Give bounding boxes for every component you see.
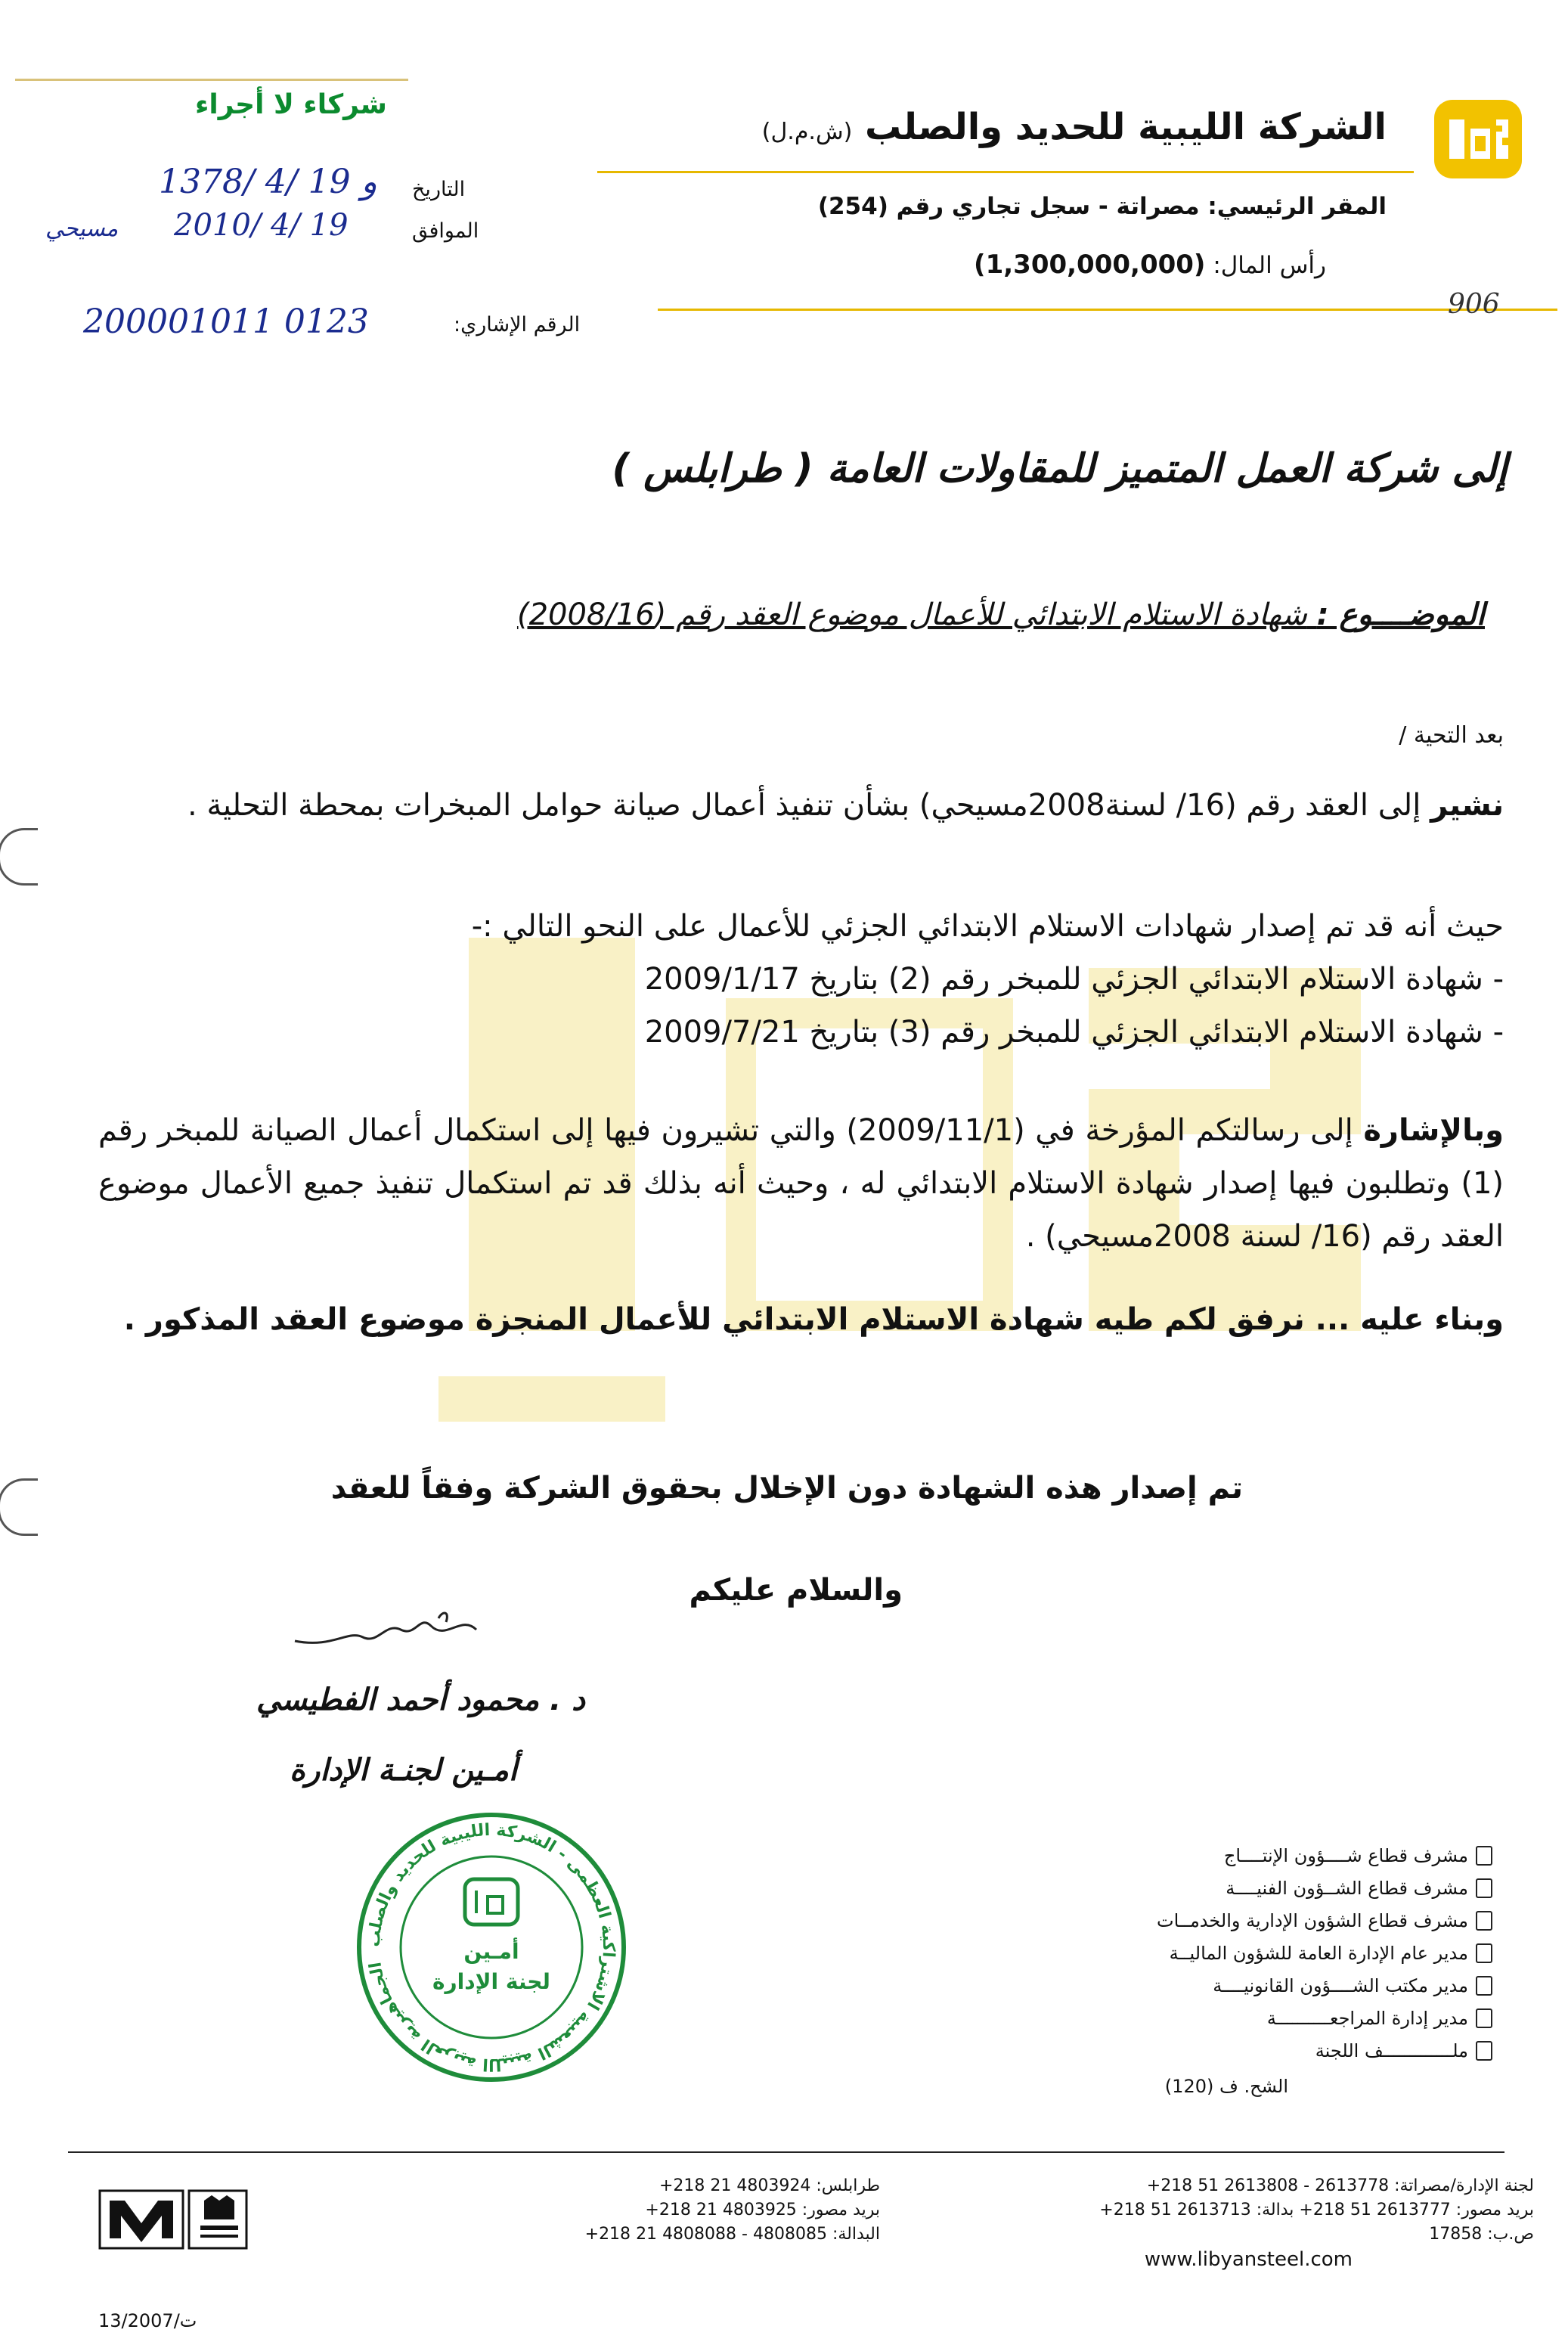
- footer-rule: [68, 2151, 1504, 2153]
- footer-line: طرابلس: 4803924 21 218+: [658, 2176, 880, 2195]
- document-icon: [1476, 1943, 1492, 1963]
- paragraph-2: [98, 900, 1504, 1059]
- document-icon: [1476, 2008, 1492, 2028]
- footer-line: لجنة الإدارة/مصراتة: 2613778 - 2613808 51 218+: [1146, 2176, 1534, 2195]
- footer-tripoli-contacts: [585, 2174, 880, 2247]
- hq-line: المقر الرئيسي: مصراتة - سجل تجاري رقم (254): [817, 193, 1387, 220]
- list-item: مشرف قطاع شــــؤون الإنتــــاج: [1069, 1845, 1492, 1866]
- list-item: مدير إدارة المراجعــــــــــة: [1069, 2008, 1492, 2029]
- header-gold-rule: [597, 171, 1414, 173]
- stamp-logo-icon: [465, 1879, 518, 1925]
- list-item: مدير مكتب الشــــؤون القانونيــــة: [1069, 1975, 1492, 1996]
- list-item: ملـــــــــــــف اللجنة: [1069, 2040, 1492, 2061]
- paragraph-1-text: إلى العقد رقم (16/ لسنة2008مسيحي) بشأن تنفيذ أعمال صيانة حوامل المبخرات بمحطة التحلية .: [187, 788, 1421, 823]
- subject-label: الموضــــوع :: [1316, 597, 1485, 632]
- greeting: بعد التحية /: [1399, 722, 1504, 749]
- company-name-text: الشركة الليبية للحديد والصلب: [865, 106, 1387, 148]
- paragraph-3-text: إلى رسالتكم المؤرخة في (2009/11/1) والتي تشيرون فيها إلى استكمال أعمال الصيانة للمبخر رقم (1) وتطلبون فيها إصدار شهادة الاستلام الابتدائي له ، وحيث أنه بذلك قد تم استكمال تنفيذ جميع الأعمال موضوع العقد رقم (16/ لسنة 2008مسيحي) .: [98, 1113, 1504, 1254]
- gregorian-date-value: 2010/ 4/ 19: [174, 208, 349, 243]
- paragraph-1: [98, 779, 1504, 832]
- hijri-date-label: التاريخ: [412, 178, 466, 201]
- document-icon: [1476, 2041, 1492, 2061]
- document-icon: [1476, 1976, 1492, 1996]
- stamp-ring-text: الجماهيرية العربية الليبية الشعبية الاشتراكية العظمى - الشركة الليبية للحديد والصلب: [364, 1820, 618, 2074]
- salutation: والسلام عليكم: [689, 1573, 903, 1608]
- subject-text: شهادة الاستلام الابتدائي للأعمال موضوع العقد رقم (2008/16): [516, 597, 1307, 632]
- closing-note: تم إصدار هذه الشهادة دون الإخلال بحقوق الشركة وفقاً للعقد: [330, 1471, 1243, 1506]
- capital-label: رأس المال:: [1213, 252, 1326, 279]
- hijri-date-value: 1378/ 4/ 19 و: [159, 163, 377, 201]
- company-logo: [1433, 98, 1523, 180]
- list-item: مشرف قطاع الشــؤون الفنيــــة: [1069, 1878, 1492, 1899]
- distribution-list: [1069, 1845, 1492, 2073]
- document-icon: [1476, 1846, 1492, 1866]
- footer-line: بريد مصور: 2613777 51 218+ بدالة: 2613713 51 218+: [1099, 2201, 1534, 2219]
- reference-value: 200001011 0123: [83, 302, 369, 341]
- stamp-line-1: أمـين: [463, 1939, 519, 1964]
- company-name: [762, 106, 1387, 148]
- recipient: إلى شركة العمل المتميز للمقاولات العامة ( طرابلس ): [612, 446, 1508, 492]
- list-item: مشرف قطاع الشؤون الإدارية والخدمــات: [1069, 1910, 1492, 1931]
- website-link[interactable]: www.libyansteel.com: [1144, 2248, 1353, 2271]
- stamp-line-2: لجنة الإدارة: [432, 1969, 550, 1994]
- gregorian-date-label: الموافق: [412, 219, 479, 243]
- reference-label: الرقم الإشاري:: [454, 313, 581, 337]
- paragraph-3-lead: وبالإشارة: [1363, 1113, 1504, 1148]
- margin-number: 906: [1448, 289, 1500, 320]
- header-gold-rule-lower: [658, 309, 1557, 311]
- footer-line: بريد مصور: 4803925 21 218+: [645, 2201, 880, 2219]
- capital-line: [974, 250, 1326, 280]
- official-stamp: [352, 1807, 631, 2087]
- paragraph-2-line: حيث أنه قد تم إصدار شهادات الاستلام الابتدائي الجزئي للأعمال على النحو التالي :-: [471, 909, 1504, 944]
- gregorian-word: مسيحي: [45, 216, 119, 242]
- signer-name: د . محمود أحمد الفطيسي: [256, 1683, 585, 1717]
- signer-title: أمـين لجنـة الإدارة: [290, 1753, 517, 1788]
- company-suffix: (ش.م.ل): [761, 119, 853, 145]
- certificate-item: - شهادة الاستلام الابتدائي الجزئي للمبخر رقم (3) بتاريخ 2009/7/21: [644, 1015, 1504, 1050]
- list-item: مدير عام الإدارة العامة للشؤون الماليــة: [1069, 1943, 1492, 1964]
- paragraph-1-lead: نشير: [1430, 788, 1504, 823]
- form-code: ت/13/2007: [98, 2310, 197, 2331]
- subject-line: [517, 597, 1485, 632]
- footer-misurata-contacts: [1099, 2174, 1534, 2247]
- document-icon: [1476, 1878, 1492, 1898]
- slogan: شركاء لا أجراء: [195, 89, 387, 120]
- certification-logos: [98, 2189, 249, 2250]
- document-icon: [1476, 1911, 1492, 1931]
- punch-hole-bottom: [0, 1478, 38, 1536]
- punch-hole-top: [0, 828, 38, 886]
- certificate-item: - شهادة الاستلام الابتدائي الجزئي للمبخر رقم (2) بتاريخ 2009/1/17: [644, 962, 1504, 997]
- handwritten-signature: [287, 1607, 484, 1660]
- footer-line: البدالة: 4808085 - 4808088 21 218+: [584, 2225, 880, 2244]
- distribution-reference: الشح. ف (120): [1164, 2076, 1288, 2097]
- paragraph-4: وبناء عليه ... نرفق لكم طيه شهادة الاستلام الابتدائي للأعمال المنجزة موضوع العقد المذكور .: [123, 1302, 1504, 1337]
- header-gold-rule-left: [15, 79, 408, 81]
- paragraph-3: [98, 1104, 1504, 1263]
- capital-value: (1,300,000,000): [974, 250, 1206, 280]
- footer-line: ص.ب: 17858: [1429, 2225, 1534, 2244]
